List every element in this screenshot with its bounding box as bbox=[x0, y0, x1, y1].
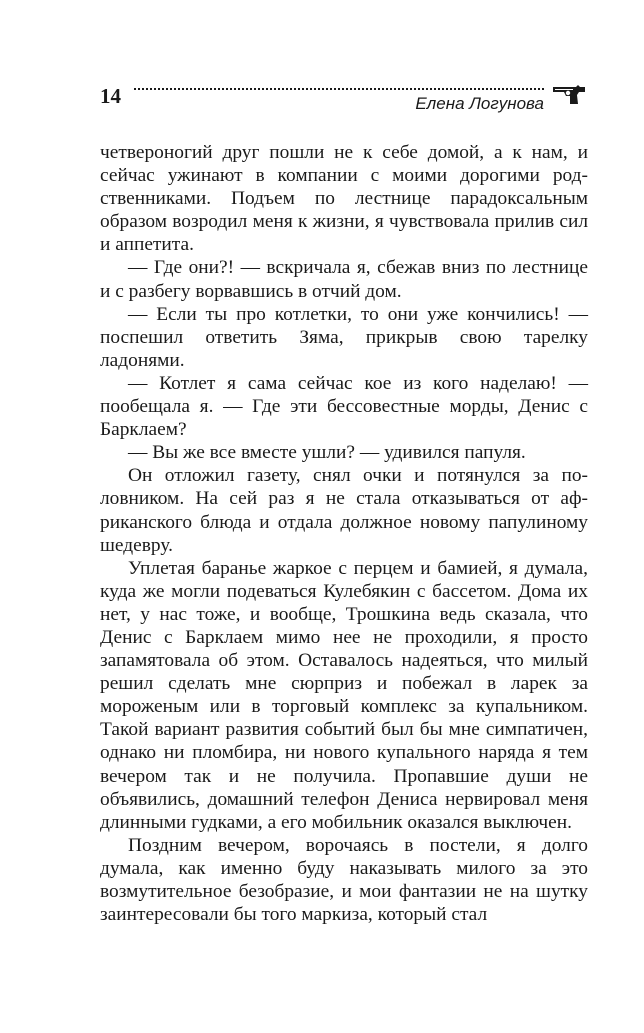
paragraph: Уплетая баранье жаркое с перцем и бамией, я думала, куда же могли подеваться Кулебякин с бассетом. Дома их нет, у нас тоже, и вообще, Трошкина ведь сказала, что Денис с Барклаем мимо нее не проходили, я просто запамятовала об этом. Оставалось надеяться, что милый решил сделать мне сюрприз и побежал в ларек за мороженым или в торговый комплекс за купальником. Такой вариант развития событий был бы мне симпатичен, однако ни пломбира, ни нового купального наряда я тем вечером так и не получила. Пропавшие души не объявились, домашний телефон Дениса нервировал меня длинными гудками, а его мобильник оказался выключен. bbox=[100, 557, 588, 833]
paragraph: — Вы же все вместе ушли? — удивился папуля. bbox=[128, 442, 526, 464]
page-number: 14 bbox=[100, 84, 121, 108]
paragraph: Поздним вечером, ворочаясь в постели, я долго думала, как именно буду наказывать милого за это возмутительное безобразие, и мои фантазии не на шутку заинтересовали бы того маркиза, который стал bbox=[100, 834, 588, 926]
dotted-rule bbox=[134, 88, 544, 90]
paragraph: — Котлет я сама сейчас кое из кого наделаю! — пообещала я. — Где эти бессовестные морды, Денис с Барклаем? bbox=[100, 372, 588, 441]
paragraph: четвероногий друг пошли не к себе домой, а к нам, и сейчас ужинают в компании с моими дорогими родственниками. Подъем по лестнице парадоксальным образом возродил меня к жизни, я чувствовала прилив сил и аппетита. bbox=[100, 142, 588, 256]
running-header bbox=[100, 80, 588, 120]
paragraph: — Если ты про котлетки, то они уже кончились! — поспешил ответить Зяма, прикрыв свою тарелку ладонями. bbox=[100, 303, 588, 371]
body-text bbox=[100, 141, 588, 926]
paragraph: Он отложил газету, снял очки и потянулся за половником. На сей раз я не стала отказываться от африканского блюда и отдала должное новому папулиному шедевру. bbox=[100, 465, 588, 556]
author-name: Елена Логунова bbox=[415, 94, 544, 113]
revolver-icon bbox=[552, 82, 588, 106]
paragraph: — Где они?! — вскричала я, сбежав вниз по лестнице и с разбегу ворвавшись в отчий дом. bbox=[100, 257, 588, 302]
